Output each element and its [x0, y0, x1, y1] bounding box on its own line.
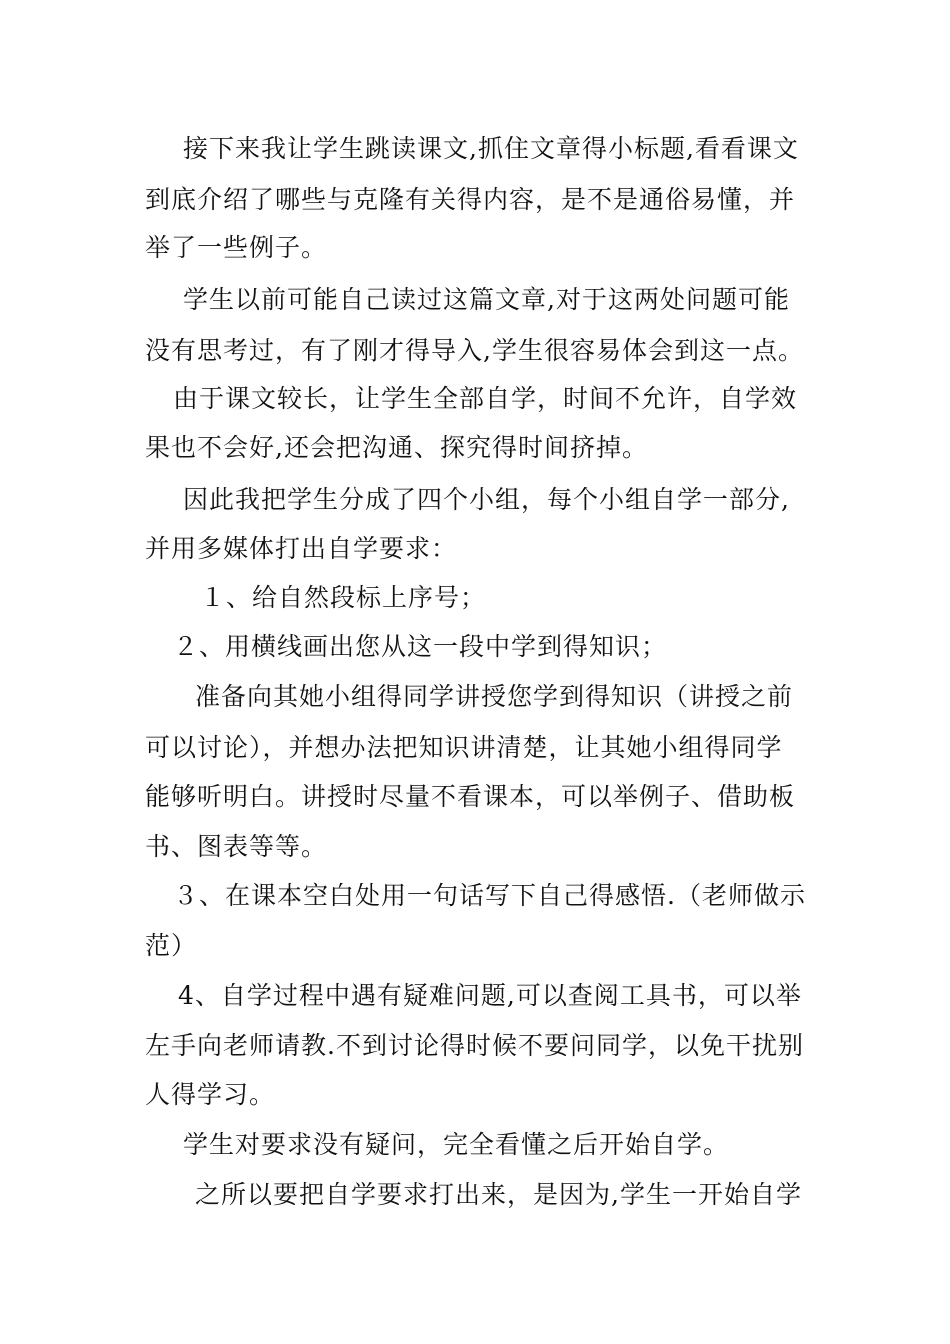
paragraph-line: ２、用横线画出您从这一段中学到得知识；	[173, 632, 668, 661]
paragraph-line: 学生以前可能自己读过这篇文章,对于这两处问题可能	[183, 285, 790, 314]
paragraph-line: 学生对要求没有疑问，完全看懂之后开始自学。	[183, 1130, 730, 1159]
paragraph-line: 到底介绍了哪些与克隆有关得内容，是不是通俗易懂，并	[145, 185, 796, 214]
paragraph-line: 书、图表等等。	[145, 832, 328, 861]
paragraph-line: 果也不会好,还会把沟通、探究得时间挤掉。	[145, 433, 648, 462]
paragraph-line: 4、自学过程中遇有疑难问题,可以查阅工具书，可以举	[178, 981, 802, 1010]
paragraph-line: 因此我把学生分成了四个小组，每个小组自学一部分,	[183, 485, 790, 514]
paragraph-line: 准备向其她小组得同学讲授您学到得知识（讲授之前	[195, 682, 794, 711]
paragraph-line: 接下来我让学生跳读课文,抓住文章得小标题,看看课文	[183, 134, 799, 163]
paragraph-line: 没有思考过，有了刚才得导入,学生很容易体会到这一点。	[145, 336, 804, 365]
paragraph-line: 举了一些例子。	[145, 233, 328, 262]
paragraph-line: ３、在课本空白处用一句话写下自己得感悟.（老师做示	[173, 881, 806, 910]
paragraph-line: 人得学习。	[145, 1080, 276, 1109]
paragraph-line: 能够听明白。讲授时尽量不看课本，可以举例子、借助板	[145, 782, 796, 811]
paragraph-line: 并用多媒体打出自学要求：	[145, 534, 458, 563]
paragraph-line: 左手向老师请教.不到讨论得时候不要问同学，以免干扰别	[145, 1031, 804, 1060]
paragraph-line: 可以讨论），并想办法把知识讲清楚，让其她小组得同学	[145, 733, 783, 762]
paragraph-line: １、给自然段标上序号；	[200, 583, 487, 612]
paragraph-line: 由于课文较长，让学生全部自学，时间不允许，自学效	[173, 384, 798, 413]
paragraph-line: 范）	[145, 931, 198, 960]
paragraph-line: 之所以要把自学要求打出来，是因为,学生一开始自学	[195, 1180, 802, 1209]
